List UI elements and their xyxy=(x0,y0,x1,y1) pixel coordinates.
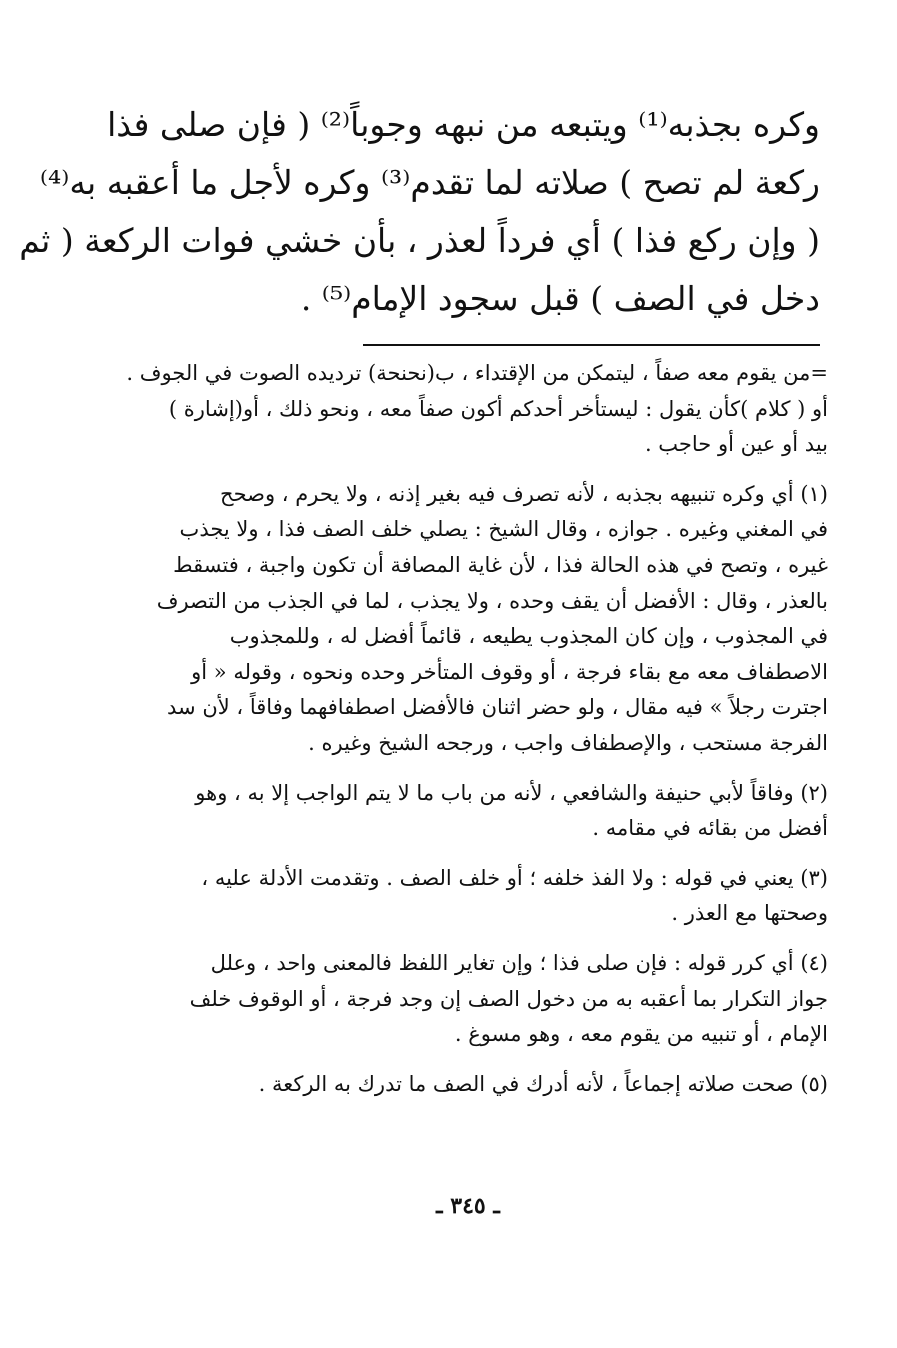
footnote-line: (١) أي وكره تنبيهه بجذبه ، لأنه تصرف فيه بغير إذنه ، ولا يحرم ، وصحح xyxy=(220,481,828,506)
footnote-divider xyxy=(363,344,820,346)
footnote-line: (٢) وفاقاً لأبي حنيفة والشافعي ، لأنه من باب ما لا يتم الواجب إلا به ، وهو xyxy=(195,780,828,805)
footnote-line: أفضل من بقائه في مقامه . xyxy=(592,816,828,841)
footnote-line: الاصطفاف معه مع بقاء فرجة ، أو وقوف المتأخر وحده ونحوه ، وقوله « أو xyxy=(191,659,828,684)
footnote-5 xyxy=(100,1067,828,1103)
footnote-line: جواز التكرار بما أعقبه به من دخول الصف إن وجد فرجة ، أو الوقوف خلف xyxy=(189,986,828,1011)
footnote-line: الفرجة مستحب ، والإصطفاف واجب ، ورجحه الشيخ وغيره . xyxy=(308,730,828,755)
footnote-line: اجترت رجلاً » فيه مقال ، ولو حضر اثنان فالأفضل اصطفافهما وفاقاً ، لأن سد xyxy=(167,695,828,720)
footnote-line: (٣) يعني في قوله : ولا الفذ خلفه ؛ أو خلف الصف . وتقدمت الأدلة عليه ، xyxy=(201,865,828,890)
footnote-line: =من يقوم معه صفاً ، ليتمكن من الإقتداء ، ب(نحنحة) ترديده الصوت في الجوف . xyxy=(126,361,828,385)
footnote-line: في المجذوب ، وإن كان المجذوب يطيعه ، قائماً أفضل له ، وللمجذوب xyxy=(229,624,828,649)
main-text-block xyxy=(19,96,820,328)
footnote-line: (٤) أي كرر قوله : فإن صلى فذا ؛ وإن تغاير اللفظ فالمعنى واحد ، وعلل xyxy=(210,950,828,975)
main-text-line: ركعة لم تصح ) صلاته لما تقدم⁽³⁾ وكره لأجل ما أعقبه به⁽⁴⁾ xyxy=(39,163,820,202)
footnote-line: في المغني وغيره . جوازه ، وقال الشيخ : يصلي خلف الصف فذا ، ولا يجذب xyxy=(179,517,828,542)
footnote-line: (٥) صحت صلاته إجماعاً ، لأنه أدرك في الصف ما تدرك به الركعة . xyxy=(258,1071,828,1096)
footnote-3 xyxy=(100,861,828,932)
footnote-line: أو ( كلام )كأن يقول : ليستأخر أحدكم أكون صفاً معه ، ونحو ذلك ، أو(إشارة ) xyxy=(168,396,828,421)
footnote-line: بيد أو عين أو حاجب . xyxy=(644,432,828,457)
main-text-line: دخل في الصف ) قبل سجود الإمام⁽⁵⁾ . xyxy=(300,279,820,318)
page-number: ـ ٣٤٥ ـ xyxy=(436,1193,500,1219)
main-text-line: ( وإن ركع فذا ) أي فرداً لعذر ، بأن خشي فوات الركعة ( ثم xyxy=(19,221,820,260)
footnote-line: الإمام ، أو تنبيه من يقوم معه ، وهو مسوغ . xyxy=(454,1022,828,1047)
footnote-line: بالعذر ، وقال : الأفضل أن يقف وحده ، ولا يجذب ، لما في الجذب من التصرف xyxy=(156,588,828,613)
footnote-4 xyxy=(100,946,828,1053)
footnotes-section xyxy=(100,356,828,1102)
main-text-line: وكره بجذبه⁽¹⁾ ويتبعه من نبهه وجوباً⁽²⁾ ( فإن صلى فذا xyxy=(107,105,820,144)
footnote-1 xyxy=(100,477,828,762)
footnote-2 xyxy=(100,776,828,847)
carryover-footnote xyxy=(100,356,828,463)
footnote-line: غيره ، وتصح في هذه الحالة فذا ، لأن غاية المصافة أن تكون واجبة ، فتسقط xyxy=(173,552,828,577)
footnote-line: وصحتها مع العذر . xyxy=(671,901,828,926)
